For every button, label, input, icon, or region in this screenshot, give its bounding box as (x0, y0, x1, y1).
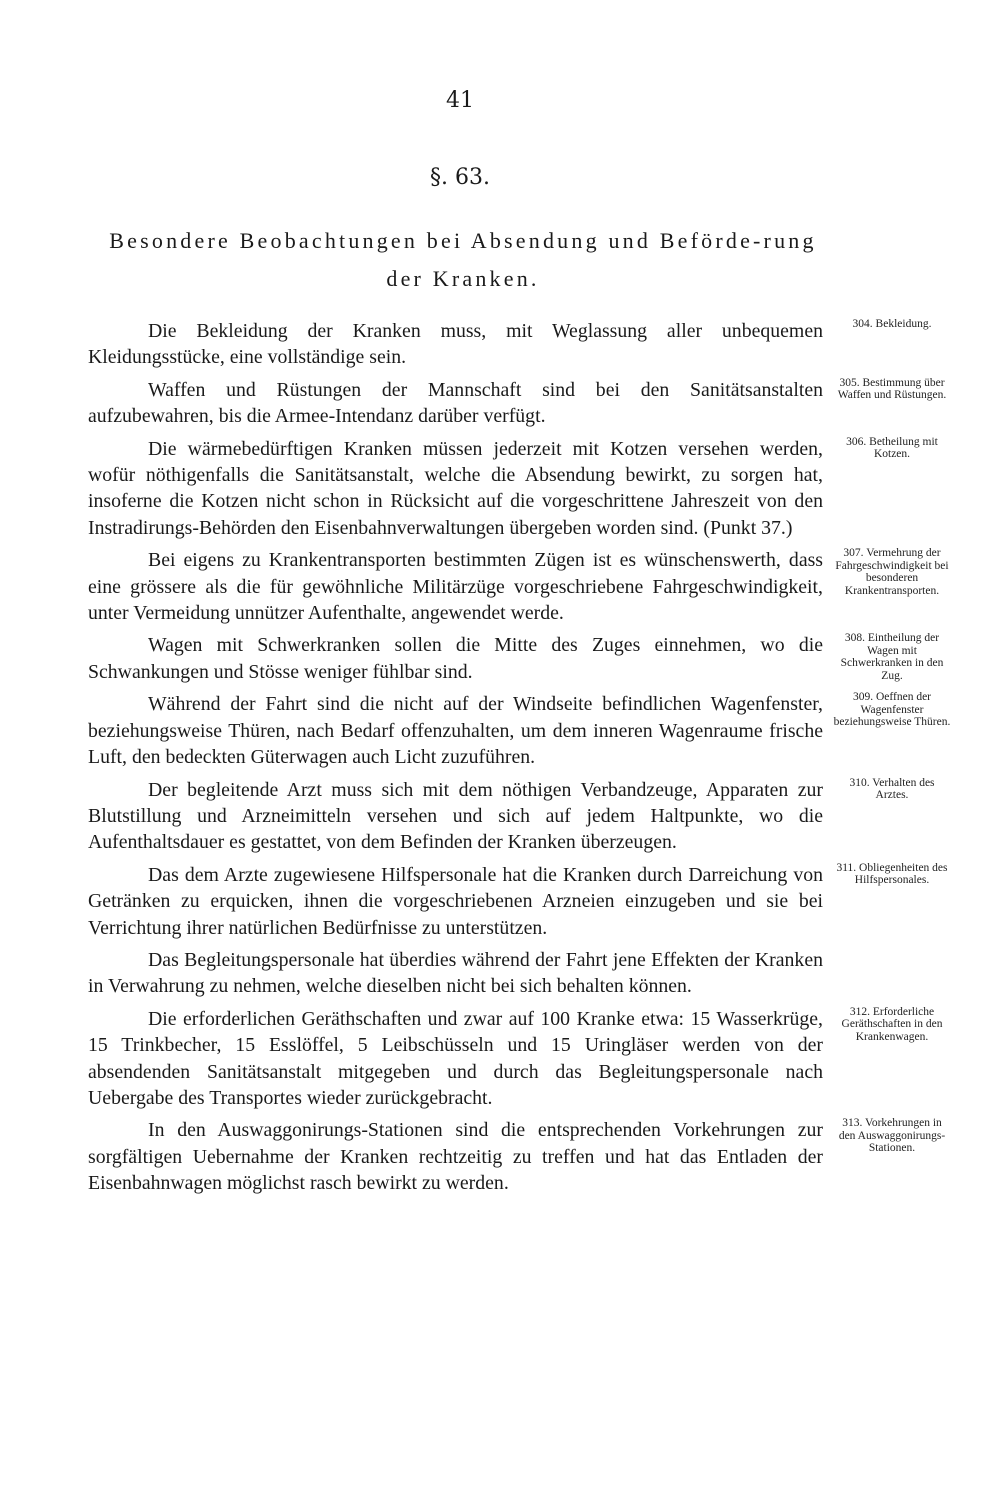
paragraph-effekten (88, 947, 823, 1000)
paragraph-text: Der begleitende Arzt muss sich mit dem nöthigen Verbandzeuge, Apparaten zur Blutstillung und Arzneimitteln versehen und sich auf jedem Haltpunkte, wo die Aufenthaltsdauer es gestattet, von dem Befinden der Kranken überzeugen. (88, 778, 823, 854)
body-text (88, 318, 951, 1203)
margin-note-text: Betheilung mit Kotzen. (869, 435, 938, 461)
paragraph-text: Die wärmebedürftigen Kranken müssen jederzeit mit Kotzen versehen werden, wofür nöthigenfalls die Sanitätsanstalt, welche die Absendung bewirkt, zu sorgen hat, insoferne die Kotzen nicht schon in Rücksicht auf die vorgeschrittene Jahreszeit von den Instradirungs-Behörden den Eisenbahnverwaltungen übergeben worden sind. (Punkt 37.) (88, 437, 823, 539)
paragraph-text: Wagen mit Schwerkranken sollen die Mitte des Zuges einnehmen, wo die Schwankungen und Stösse weniger fühlbar sind. (88, 634, 823, 683)
margin-note-307 (833, 547, 951, 597)
paragraph-text: Bei eigens zu Krankentransporten bestimmten Zügen ist es wünschenswerth, dass eine grössere als die für gewöhnliche Militärzüge vorgeschriebene Fahrgeschwindigkeit, unter Vermeidung unnützer Aufenthalte, angewendet werde. (88, 549, 823, 625)
paragraph-311 (88, 861, 948, 941)
margin-note-number: 313. (842, 1117, 863, 1130)
margin-note-306 (833, 436, 951, 461)
margin-note-number: 311. (836, 861, 857, 874)
margin-note-number: 309. (852, 691, 874, 704)
paragraph-304 (88, 318, 932, 371)
paragraph-312 (88, 1005, 943, 1112)
paragraph-310 (88, 776, 935, 856)
margin-note-number: 308. (844, 632, 866, 645)
margin-note-text: Obliegenheiten des Hilfspersonales. (854, 861, 948, 887)
margin-note-305 (833, 377, 951, 402)
paragraph-307 (88, 547, 949, 626)
margin-note-text: Bekleidung. (875, 318, 932, 330)
margin-note-text: Erforderliche Geräthschaften in den Krankenwagen. (841, 1005, 943, 1043)
margin-note-304 (833, 318, 951, 331)
margin-note-text: Vorkehrungen in den Auswaggonirungs-Stationen. (838, 1117, 946, 1155)
section-number: §. 63. (430, 165, 490, 190)
paragraph-313 (88, 1117, 946, 1196)
paragraph-text: Die erforderlichen Geräthschaften und zwar auf 100 Kranke etwa: 15 Wasserkrüge, 15 Trinkbecher, 15 Esslöffel, 5 Leibschüsseln und 15 Uringläser werden von der absendenden Sanitätsanstalt mitgegeben und durch das Begleitungspersonale nach Uebergabe des Transportes wieder zurückgebracht. (88, 1007, 823, 1109)
margin-note-text: Verhalten des Arztes. (872, 776, 935, 801)
paragraph-text: Waffen und Rüstungen der Mannschaft sind bei den Sanitätsanstalten aufzubewahren, bis die Armee-Intendanz darüber verfügt. (88, 378, 823, 428)
margin-note-number: 304. (852, 318, 873, 330)
paragraph-text: Die Bekleidung der Kranken muss, mit Weglassung aller unbequemen Kleidungsstücke, eine vollständige sein. (88, 320, 823, 369)
margin-note-number: 305. (839, 376, 860, 389)
margin-note-308 (833, 632, 951, 682)
margin-note-text: Bestimmung über Waffen und Rüstungen. (837, 376, 947, 402)
margin-note-number: 312. (849, 1005, 870, 1018)
margin-note-309 (833, 691, 951, 729)
paragraph-text: Das Begleitungspersonale hat überdies während der Fahrt jene Effekten der Kranken in Verwahrung zu nehmen, welche dieselben nicht bei sich behalten können. (88, 948, 823, 998)
margin-note-310 (833, 777, 951, 802)
paragraph-308 (88, 632, 944, 685)
paragraph-309 (88, 691, 951, 770)
margin-note-number: 307. (843, 547, 864, 560)
paragraph-text: In den Auswaggonirungs-Stationen sind die entsprechenden Vorkehrungen zur sorgfältigen Uebernahme der Kranken rechtzeitig zu treffen und hat das Entladen der Eisenbahnwagen möglichst rasch bewirkt zu werden. (88, 1119, 823, 1195)
paragraph-306 (88, 435, 938, 542)
margin-note-text: Vermehrung der Fahrgeschwindigkeit bei besonderen Krankentransporten. (835, 547, 949, 597)
margin-note-313 (833, 1117, 951, 1155)
section-heading: Besondere Beobachtungen bei Absendung und Beförde-rung der Kranken. (109, 228, 817, 291)
paragraph-text: Das dem Arzte zugewiesene Hilfspersonale hat die Kranken durch Darreichung von Getränken zu erquicken, ihnen die vorgeschriebenen Arzneien einzugeben und sie bei Verrichtung ihrer natürlichen Bedürfnisse zu unterstützen. (88, 863, 823, 939)
page-number: 41 (446, 88, 474, 113)
margin-note-312 (833, 1006, 951, 1044)
margin-note-number: 306. (846, 435, 867, 448)
paragraph-text: Während der Fahrt sind die nicht auf der Windseite befindlichen Wagenfenster, beziehungsweise Thüren, nach Bedarf offenzuhalten, um dem inneren Wagenraume frische Luft, den bedeckten Güterwagen auch Licht zuzuführen. (88, 693, 823, 769)
margin-note-text: Oeffnen der Wagenfenster beziehungsweise Thüren. (833, 691, 951, 729)
margin-note-text: Eintheilung der Wagen mit Schwerkranken in den Zug. (840, 632, 944, 682)
paragraph-305 (88, 376, 947, 430)
margin-note-311 (833, 862, 951, 887)
margin-note-number: 310. (849, 776, 870, 789)
